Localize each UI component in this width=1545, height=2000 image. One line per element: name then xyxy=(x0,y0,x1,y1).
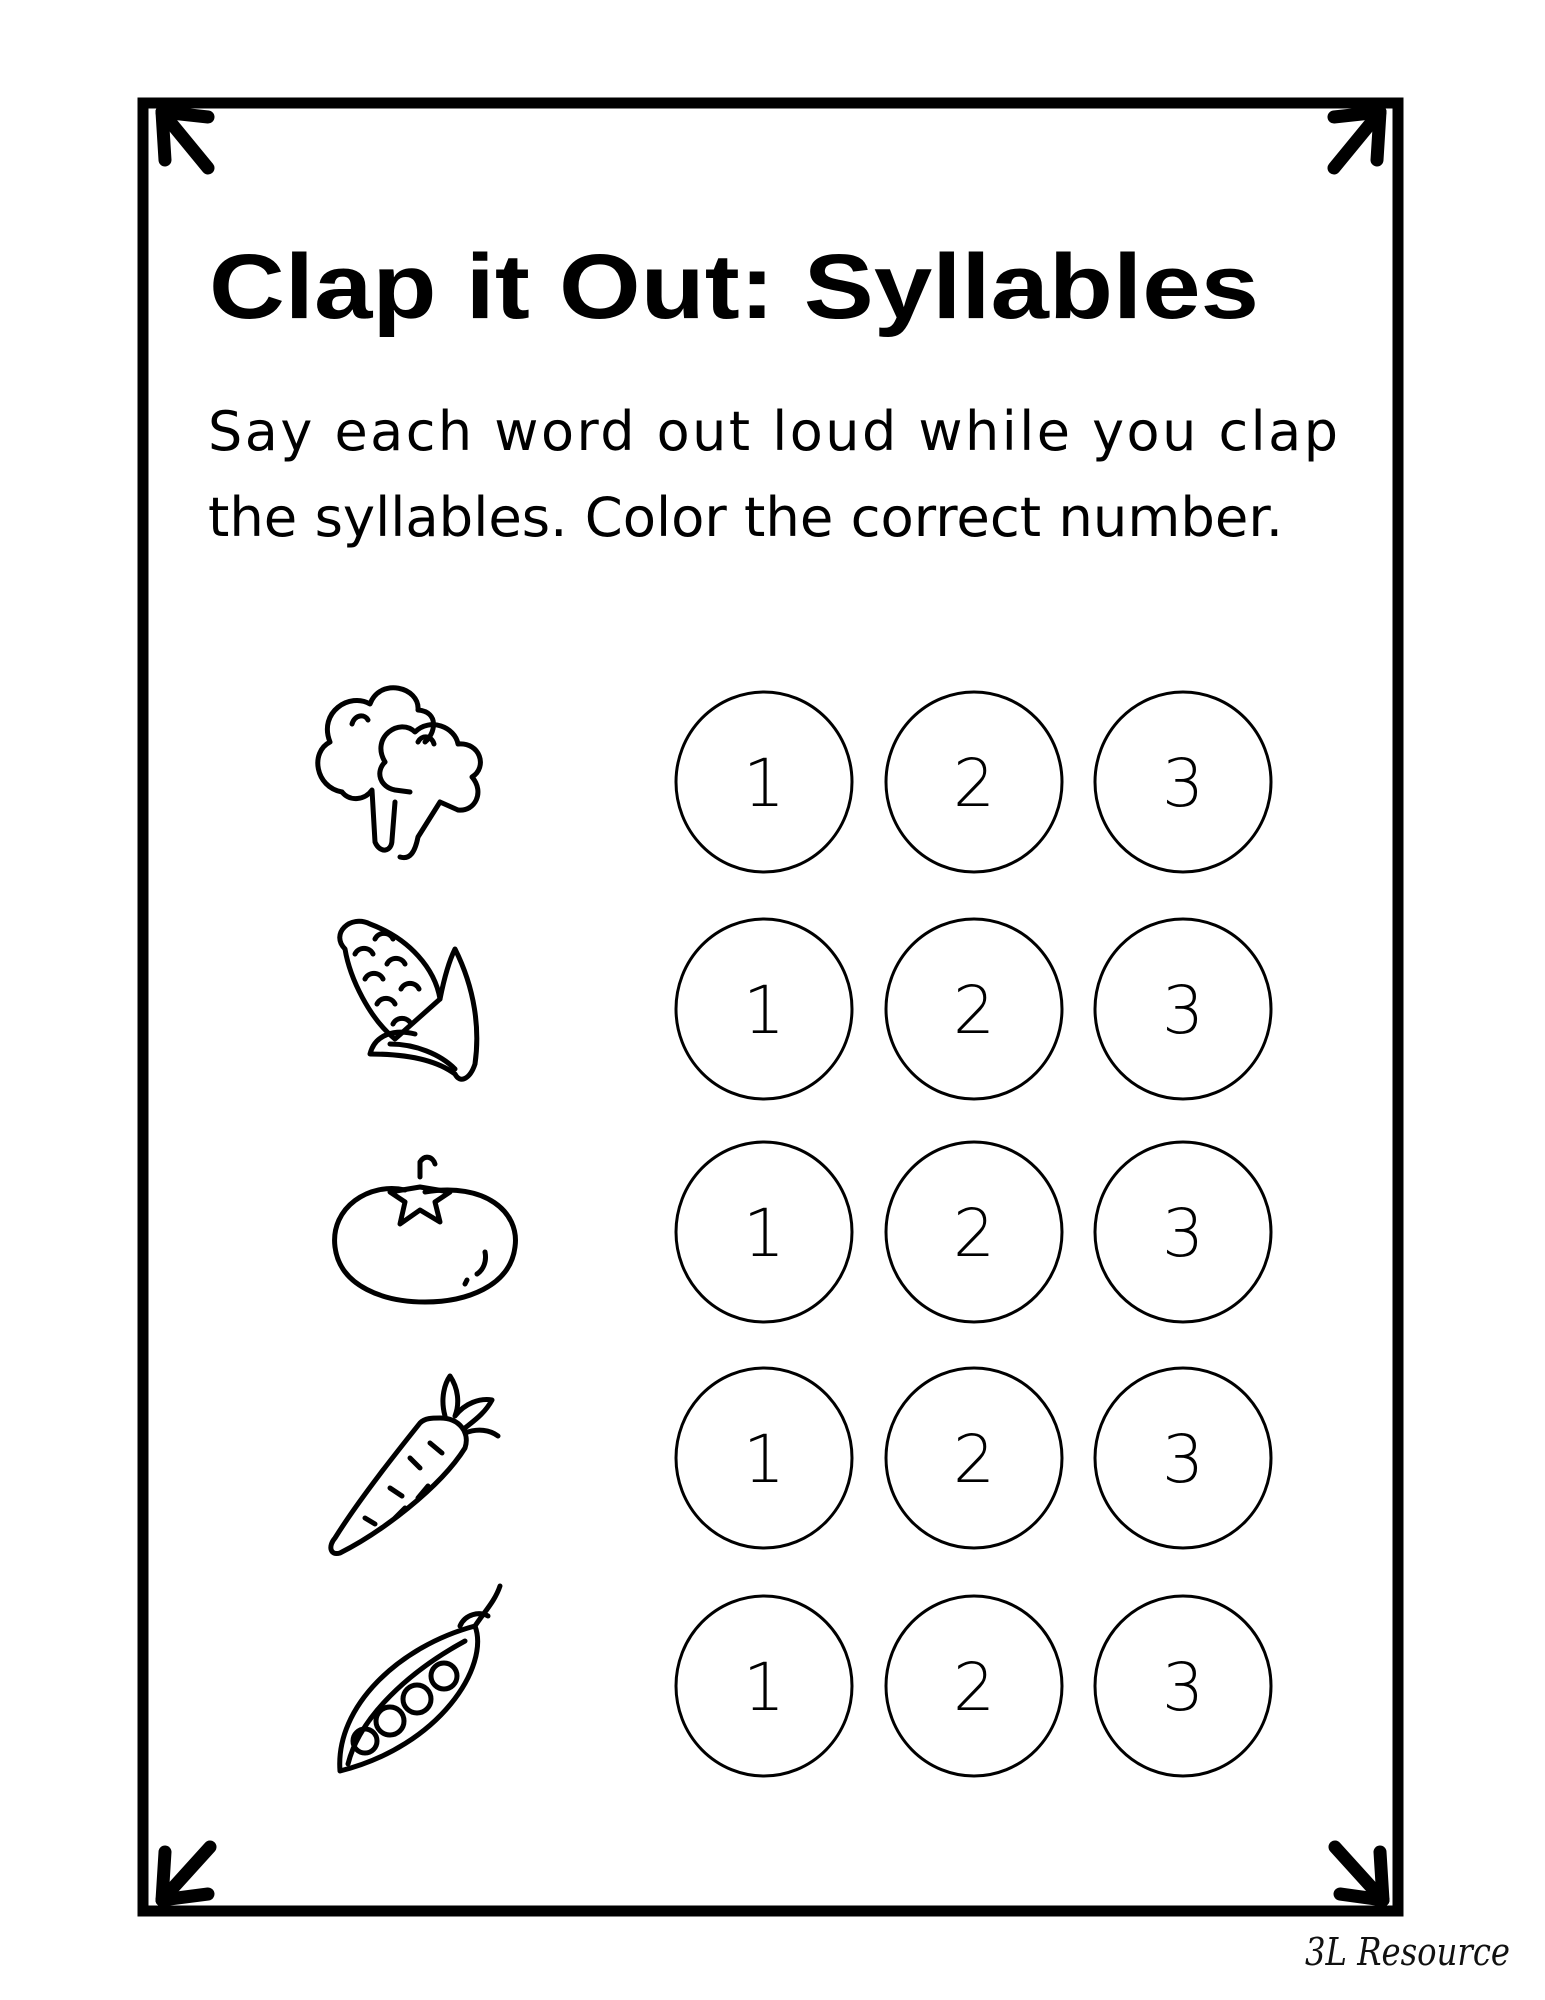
broccoli-icon xyxy=(318,688,481,858)
carrot-icon xyxy=(331,1376,498,1554)
option-number: 1 xyxy=(743,1195,785,1272)
syllable-option-1[interactable] xyxy=(676,1142,852,1322)
watermark: 3L Resource xyxy=(1305,1930,1510,1974)
option-number: 3 xyxy=(1162,1195,1204,1272)
option-number: 3 xyxy=(1162,972,1204,1049)
corner-arrow-top-right-icon xyxy=(1334,112,1380,168)
syllable-option-3[interactable] xyxy=(1095,1142,1271,1322)
syllable-option-3[interactable] xyxy=(1095,1596,1271,1776)
option-number: 1 xyxy=(743,745,785,822)
corner-arrow-bottom-right-icon xyxy=(1335,1847,1383,1900)
option-number: 3 xyxy=(1162,1649,1204,1726)
syllable-option-3[interactable] xyxy=(1095,1368,1271,1548)
syllable-option-2[interactable] xyxy=(886,1596,1062,1776)
syllable-option-3[interactable] xyxy=(1095,692,1271,872)
peas-icon xyxy=(340,1586,500,1771)
corner-arrow-bottom-left-icon xyxy=(162,1847,210,1900)
syllable-option-3[interactable] xyxy=(1095,919,1271,1099)
syllable-row-4 xyxy=(676,1368,1271,1548)
syllable-row-2 xyxy=(676,919,1271,1099)
page-title: Clap it Out: Syllables xyxy=(209,236,1259,338)
syllable-row-3 xyxy=(676,1142,1271,1322)
instruction-line-2: the syllables. Color the correct number. xyxy=(208,486,1283,549)
syllable-option-2[interactable] xyxy=(886,1368,1062,1548)
option-number: 3 xyxy=(1162,745,1204,822)
corner-arrow-top-left-icon xyxy=(162,112,208,168)
syllable-option-1[interactable] xyxy=(676,1596,852,1776)
syllable-option-2[interactable] xyxy=(886,919,1062,1099)
option-number: 2 xyxy=(953,1421,995,1498)
syllable-option-1[interactable] xyxy=(676,919,852,1099)
option-number: 1 xyxy=(743,1421,785,1498)
syllable-row-5 xyxy=(676,1596,1271,1776)
option-number: 2 xyxy=(953,745,995,822)
instruction-line-1: Say each word out loud while you clap xyxy=(208,400,1338,463)
tomato-icon xyxy=(335,1157,516,1302)
option-number: 2 xyxy=(953,1649,995,1726)
option-number: 1 xyxy=(743,1649,785,1726)
option-number: 3 xyxy=(1162,1421,1204,1498)
option-number: 1 xyxy=(743,972,785,1049)
syllable-option-1[interactable] xyxy=(676,692,852,872)
syllable-row-1 xyxy=(676,692,1271,872)
syllable-option-2[interactable] xyxy=(886,1142,1062,1322)
syllable-option-1[interactable] xyxy=(676,1368,852,1548)
syllable-option-2[interactable] xyxy=(886,692,1062,872)
corn-icon xyxy=(340,921,477,1079)
option-number: 2 xyxy=(953,1195,995,1272)
option-number: 2 xyxy=(953,972,995,1049)
